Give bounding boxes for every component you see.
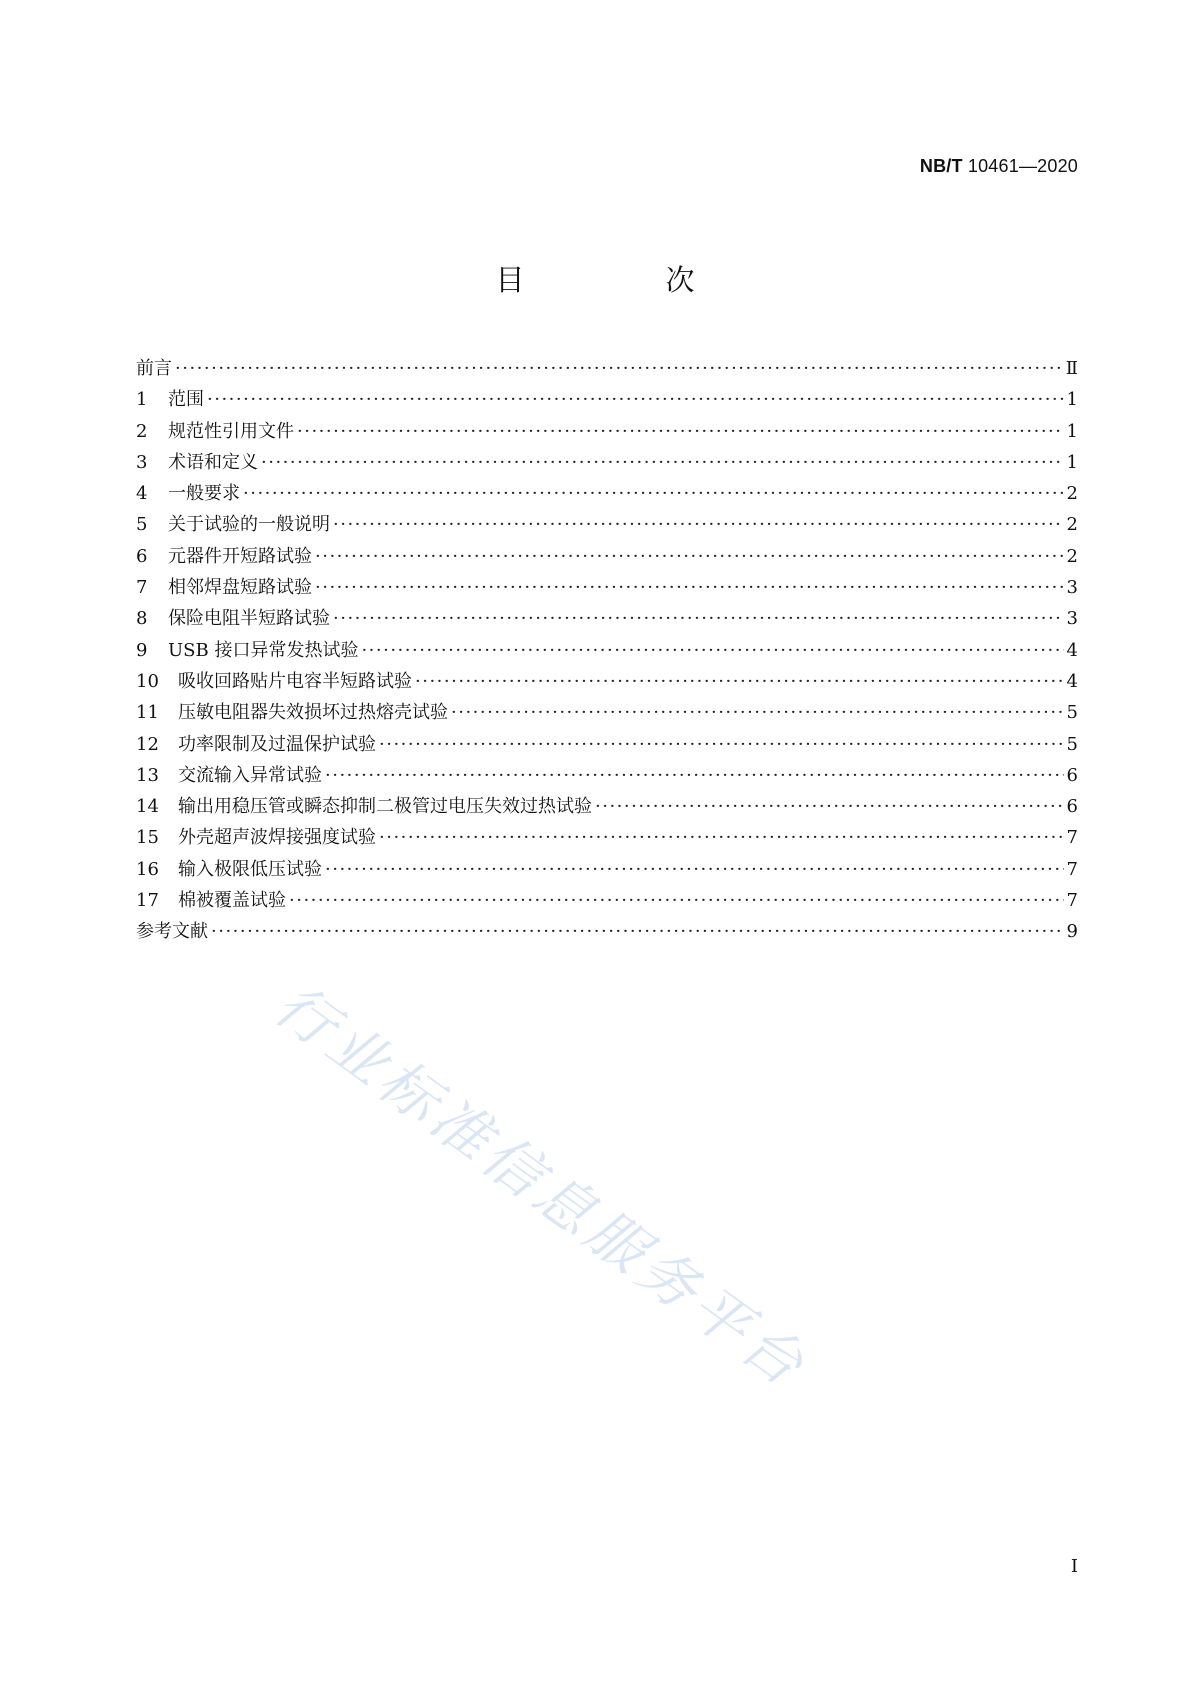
toc-entry-page: 3 [1066,577,1078,599]
toc-entry-number: 2 [136,420,148,442]
toc-entry-number: 16 [136,858,159,880]
dot-leader [325,760,1064,791]
dot-leader [333,603,1064,634]
toc-entry-page: 2 [1066,545,1078,567]
toc-entry[interactable] [136,541,1078,572]
toc-entry-number: 4 [136,483,148,505]
toc-entry-page: 5 [1066,733,1078,755]
toc-entry-page: 2 [1066,483,1078,505]
dot-leader [325,854,1064,885]
dot-leader [415,666,1064,697]
toc-entry-number: 1 [136,389,148,411]
toc-entry-title: 功率限制及过温保护试验 [178,733,376,755]
toc-entry-title: 术语和定义 [168,451,258,473]
toc-entry-title: 保险电阻半短路试验 [168,608,330,630]
toc-entry[interactable] [136,760,1078,791]
toc-entry-page: 6 [1066,764,1078,786]
toc-entry[interactable] [136,666,1078,697]
toc-entry-title: 关于试验的一般说明 [168,514,330,536]
toc-entry-title: 范围 [168,389,204,411]
page-title: 目 次 [495,263,751,297]
toc-entry[interactable] [136,353,1078,384]
toc-entry-number: 13 [136,764,159,786]
dot-leader [315,572,1064,603]
toc-entry[interactable] [136,416,1078,447]
toc-entry-number: 12 [136,733,159,755]
toc-entry-number: 7 [136,577,148,599]
toc-entry-title: 输出用稳压管或瞬态抑制二极管过电压失效过热试验 [178,796,592,818]
toc-entry-title: 吸收回路贴片电容半短路试验 [178,670,412,692]
toc-entry[interactable] [136,384,1078,415]
toc-entry-number: 10 [136,670,159,692]
dot-leader [261,447,1064,478]
page-number: I [1070,1556,1078,1577]
toc-entry-title: 一般要求 [168,483,240,505]
toc-entry-number: 8 [136,608,148,630]
toc-entry[interactable] [136,916,1078,947]
dot-leader [451,697,1064,728]
toc-entry-number: 6 [136,545,148,567]
toc-entry-page: 4 [1066,639,1078,661]
watermark: 行业标准信息服务平台 [262,970,821,1402]
toc-entry[interactable] [136,697,1078,728]
dot-leader [379,822,1064,853]
toc-entry[interactable] [136,822,1078,853]
toc-entry-page: 2 [1066,514,1078,536]
toc-entry-page: 1 [1066,389,1078,411]
toc-entry-page: 7 [1066,890,1078,912]
toc-entry-title: 外壳超声波焊接强度试验 [178,827,376,849]
table-of-contents [136,353,1078,948]
dot-leader [297,416,1064,447]
toc-entry-number: 14 [136,796,159,818]
dot-leader [289,885,1064,916]
dot-leader [333,509,1064,540]
toc-entry-title: 棉被覆盖试验 [178,890,286,912]
toc-entry-number: 11 [136,702,159,724]
toc-entry-page: 3 [1066,608,1078,630]
toc-entry-title: 压敏电阻器失效损坏过热熔壳试验 [178,702,448,724]
toc-entry-number: 3 [136,451,148,473]
toc-entry-page: 7 [1066,858,1078,880]
dot-leader [207,384,1064,415]
toc-entry-title: 输入极限低压试验 [178,858,322,880]
dot-leader [361,635,1063,666]
toc-entry-page: 4 [1066,670,1078,692]
toc-entry[interactable] [136,791,1078,822]
toc-entry-title: USB 接口异常发热试验 [168,639,359,661]
toc-entry-page: 5 [1066,702,1078,724]
toc-entry-title: 前言 [136,358,172,379]
standard-prefix: NB/T [919,156,963,176]
toc-entry-page: 1 [1066,420,1078,442]
dot-leader [315,541,1064,572]
toc-entry-page: 7 [1066,827,1078,849]
toc-entry-number: 9 [136,639,148,661]
toc-entry[interactable] [136,635,1078,666]
toc-entry-title: 规范性引用文件 [168,420,294,442]
toc-entry-title: 相邻焊盘短路试验 [168,577,312,599]
dot-leader [211,916,1064,947]
toc-entry-page: 1 [1066,451,1078,473]
toc-entry-page: 6 [1066,796,1078,818]
toc-entry-page: Ⅱ [1065,358,1078,379]
toc-entry[interactable] [136,603,1078,634]
toc-entry[interactable] [136,478,1078,509]
toc-entry[interactable] [136,509,1078,540]
toc-entry-title: 元器件开短路试验 [168,545,312,567]
toc-entry[interactable] [136,447,1078,478]
toc-entry[interactable] [136,885,1078,916]
dot-leader [595,791,1064,822]
standard-number: 10461—2020 [967,156,1078,176]
standard-code [920,156,1078,177]
toc-entry[interactable] [136,572,1078,603]
toc-entry-number: 15 [136,827,159,849]
toc-entry-page: 9 [1066,921,1078,943]
toc-entry-number: 17 [136,890,159,912]
toc-entry-number: 5 [136,514,148,536]
toc-entry-title: 交流输入异常试验 [178,764,322,786]
dot-leader [175,353,1063,384]
dot-leader [243,478,1064,509]
toc-entry[interactable] [136,854,1078,885]
toc-entry[interactable] [136,729,1078,760]
toc-entry-title: 参考文献 [136,921,208,943]
dot-leader [379,729,1064,760]
